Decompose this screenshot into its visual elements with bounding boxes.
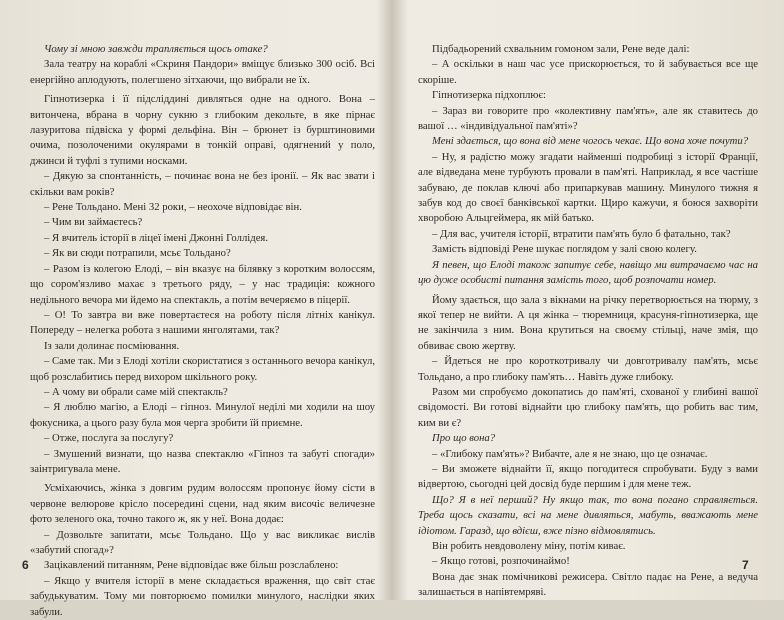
paragraph: – Отже, послуга за послугу? bbox=[44, 432, 174, 445]
paragraph: – Якщо у вчителя історії в мене складається враження, що світ стає забудькуватим. Тому ми повторюємо помилки минулого, наслідки яких забули. bbox=[30, 574, 375, 618]
paragraph: – Чим ви займаєтесь? bbox=[44, 216, 143, 229]
paragraph: – Ну, я радістю можу згадати найменші подробиці з історії Франції, але відведана мене турбують провали в пам'яті. Наприклад, я все частіше забуваю, де поклав ключі або припаркував машину. Минулого тижня я забув код до своєї банківської картки. Щиро кажучи, я боюся захворіти хворобою Альцгеймера, як мій батько. bbox=[418, 150, 758, 225]
paragraph: Вона дає знак помічникові режисера. Світло падає на Рене, а ведуча залишається в напівтемряві. bbox=[418, 570, 758, 599]
paragraph: Разом ми спробуємо докопатись до пам'яті, схованої у глибині вашої свідомості. Ви готові віднайти цю глибоку пам'ять, що робить вас тим, ким ви є? bbox=[418, 385, 758, 429]
left-page-number: 6 bbox=[22, 558, 29, 572]
paragraph: Я певен, що Елоді також запитує себе, навіщо ми витрачаємо час на цю дуже особисті питання замість того, щоб розпочати номер. bbox=[418, 258, 758, 287]
left-page bbox=[30, 42, 375, 618]
paragraph: Гіпнотизерка підхоплює: bbox=[432, 89, 546, 102]
paragraph: Замість відповіді Рене шукає поглядом у залі свою колегу. bbox=[432, 243, 697, 256]
paragraph: Усміхаючись, жінка з довгим рудим волоссям пропонує йому сісти в червоне велюрове крісло посередині сцени, над яким височіє величезне фото зеленого ока, точно такого ж, як у неї. Вона додає: bbox=[30, 482, 375, 526]
paragraph: Зала театру на кораблі «Скриня Пандори» вміщує близько 300 осіб. Всі енергійно аплодують, полегшено зітхаючи, що вибрали не їх. bbox=[30, 58, 375, 86]
paragraph: – Дозвольте запитати, мсьє Тольдано. Що у вас викликає вислів «забутий спогад»? bbox=[30, 528, 375, 556]
paragraph: – Зараз ви говорите про «колективну пам'ять», але як ставитесь до вашої … «індивідуальної пам'яті»? bbox=[418, 104, 758, 133]
paragraph: Із зали долинає посміювання. bbox=[44, 339, 180, 352]
paragraph: Чому зі мною завжди трапляється щось отаке? bbox=[44, 43, 268, 55]
paragraph: Гіпнотизерка і її підсліддині дивляться одне на одного. Вона – витончена, вбрана в чорну сукню з глибоким декольте, в яке пірнає лазуритова підвіска у формі дельфіна. Він – брюнет із бурштиновими очима, позолоченими окулярами в тонкій оправі, одягнений у поло, джинси й туфлі з тупими носками. bbox=[30, 93, 375, 167]
paragraph: Він робить невдоволену міну, потім киває. bbox=[432, 540, 626, 552]
paragraph: – О! То завтра ви вже повертаєтеся на роботу після літніх канікул. Попереду – нелегка робота з нашими янголятами, так? bbox=[30, 308, 375, 337]
paragraph: – Для вас, учителя історії, втратити пам'ять було б фатально, так? bbox=[432, 227, 731, 240]
paragraph: Про що вона? bbox=[432, 432, 496, 445]
paragraph: Підбадьорений схвальним гомоном зали, Рене веде далі: bbox=[432, 43, 690, 55]
paragraph: – «Глибоку пам'ять»? Вибачте, але я не знаю, що це означає. bbox=[432, 447, 708, 460]
paragraph: – Дякую за спонтанність, – починає вона не без іронії. – Як вас звати і скільки вам років? bbox=[30, 170, 375, 198]
paragraph: – Як ви сюди потрапили, мсьє Тольдано? bbox=[44, 247, 231, 260]
paragraph: – А чому ви обрали саме мій спектакль? bbox=[44, 385, 228, 398]
right-page bbox=[418, 42, 758, 599]
paragraph: – А оскільки в наш час усе прискорюється, то й забувається все ще скоріше. bbox=[418, 58, 758, 86]
paragraph: – Разом із колегою Елоді, – він вказує на білявку з коротким волоссям, що сором'язливо махає з третього ряду, – у нас традиція: кожного недільного вечора ми йдемо на спектакль, а потім вечеряємо в піцерії. bbox=[30, 262, 375, 306]
paragraph: – Саме так. Ми з Елоді хотіли скористатися з останнього вечора канікул, щоб розслабитись перед вихором шкільного року. bbox=[30, 355, 375, 383]
paragraph: – Змушений визнати, що назва спектаклю «Гіпноз та забуті спогади» заінтригувала мене. bbox=[30, 447, 375, 475]
paragraph: Зацікавлений питанням, Рене відповідає вже більш розслаблено: bbox=[44, 559, 339, 572]
paragraph: – Якщо готові, розпочинаймо! bbox=[432, 555, 570, 568]
paragraph: – Ви зможете віднайти її, якщо погодитеся спробувати. Буду з вами відвертою, сьогодні цей досвід буде першим і для мене теж. bbox=[418, 462, 758, 491]
paragraph: Йому здається, що зала з вікнами на річку перетворюється на тюрму, з якої тепер не вийти. А ця жінка – тюремниця, красуня-гіпнотизерка, ще не закінчила з ним. Вона крутиться на своєму стільці, наче змія, що обвиває свою жертву. bbox=[418, 293, 758, 352]
paragraph: – Рене Тольдано. Мені 32 роки, – неохоче відповідає він. bbox=[44, 201, 302, 214]
right-page-number: 7 bbox=[742, 558, 749, 572]
paragraph: – Я вчитель історії в ліцеї імені Джонні Голлідея. bbox=[44, 231, 269, 244]
paragraph: – Йдеться не про короткотривалу чи довготривалу пам'ять, мсьє Тольдано, а про глибоку пам'ять… Навіть дуже глибоку. bbox=[418, 355, 758, 383]
paragraph: Мені здається, що вона від мене чогось чекає. Що вона хоче почути? bbox=[432, 135, 749, 148]
paragraph: – Я люблю магію, а Елоді – гіпноз. Минулої неділі ми ходили на шоу фокусника, а цього разу була моя черга зробити їй приємне. bbox=[30, 401, 375, 429]
paragraph: Що? Я в неї перший? Ну якщо так, то вона погано справляється. Треба щось сказати, всі на мене дивляться, мабуть, вважають мене ідіотом. Гаразд, що вдієш, вже пізно відмовлятись. bbox=[418, 493, 758, 537]
